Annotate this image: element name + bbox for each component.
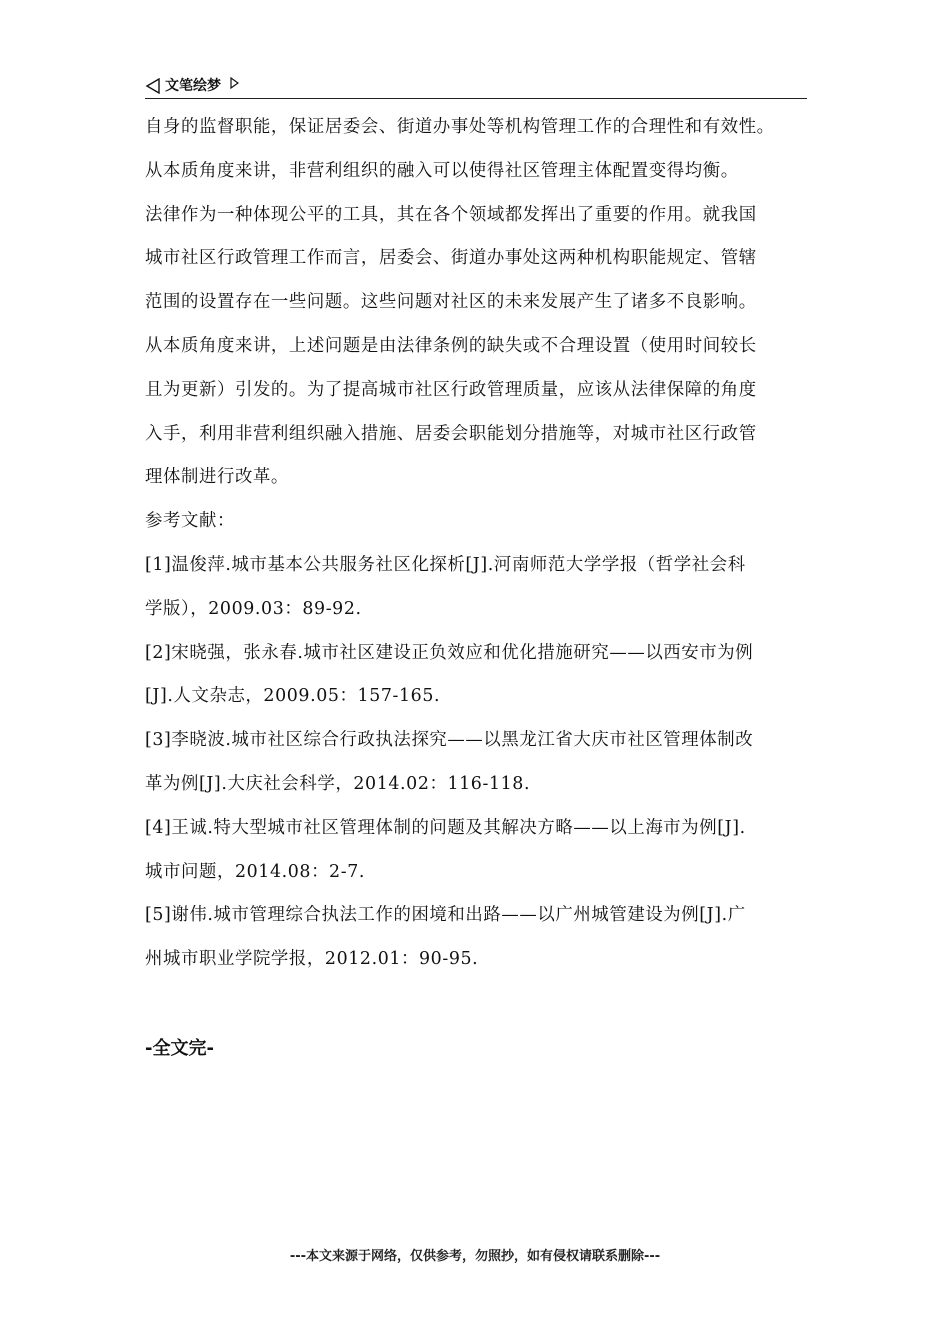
body-line: 城市社区行政管理工作而言，居委会、街道办事处这两种机构职能规定、管辖 [145,248,757,269]
reference-line: [5]谢伟.城市管理综合执法工作的困境和出路——以广州城管建设为例[J].广 [145,905,746,926]
reference-line: [1]温俊萍.城市基本公共服务社区化探析[J].河南师范大学学报（哲学社会科 [145,554,746,575]
body-line: 从本质角度来讲，上述问题是由法律条例的缺失或不合理设置（使用时间较长 [145,335,757,356]
body-text [145,106,810,982]
references-heading: 参考文献： [145,511,235,532]
reference-line: 城市问题，2014.08：2-7. [145,861,365,882]
page-header [145,74,807,99]
reference-line: [2]宋晓强，张永春.城市社区建设正负效应和优化措施研究——以西安市为例 [145,642,754,663]
reference-line: 学版），2009.03：89-92. [145,598,362,619]
page-footer: ---本文来源于网络，仅供参考，勿照抄，如有侵权请联系删除--- [289,1249,661,1264]
body-line: 入手，利用非营利组织融入措施、居委会职能划分措施等，对城市社区行政管 [145,423,757,444]
end-mark: -全文完- [145,1038,214,1059]
header-title: 文笔绘梦 [165,78,221,94]
body-line: 法律作为一种体现公平的工具，其在各个领域都发挥出了重要的作用。就我国 [145,204,757,225]
reference-line: [3]李晓波.城市社区综合行政执法探究——以黑龙江省大庆市社区管理体制改 [145,730,754,751]
reference-line: [J].人文杂志，2009.05：157-165. [145,686,441,707]
body-line: 且为更新）引发的。为了提高城市社区行政管理质量，应该从法律保障的角度 [145,379,757,400]
body-line: 理体制进行改革。 [145,467,289,488]
reference-line: [4]王诚.特大型城市社区管理体制的问题及其解决方略——以上海市为例[J]. [145,817,746,838]
triangle-left-icon [145,78,161,94]
body-line: 自身的监督职能，保证居委会、街道办事处等机构管理工作的合理性和有效性。 [145,117,775,137]
triangle-right-icon [229,77,239,89]
reference-line: 州城市职业学院学报，2012.01：90-95. [145,949,479,970]
reference-line: 革为例[J].大庆社会科学，2014.02：116-118. [145,773,531,794]
body-line: 范围的设置存在一些问题。这些问题对社区的未来发展产生了诸多不良影响。 [145,292,757,313]
body-line: 从本质角度来讲，非营利组织的融入可以使得社区管理主体配置变得均衡。 [145,160,739,181]
